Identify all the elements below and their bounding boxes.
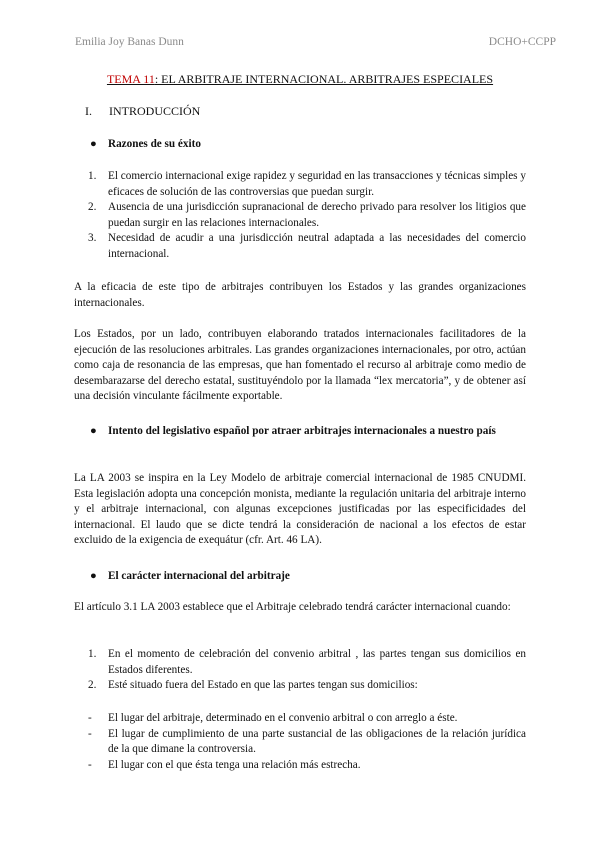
bullet-heading-text: El carácter internacional del arbitraje (108, 570, 290, 582)
paragraph: Los Estados, por un lado, contribuyen elaborando tratados internacionales facilitadores de la ejecución de las resoluciones arbitrales. Las grandes organizaciones internacionales, por otro, actúan como caja de resonancia de las empresas, que han fomentado el recurso al arbitraje como medio de desembarazarse del derecho estatal, sustituyéndolo por la llamada “lex mercatoria”, y de obtener así una decisión vinculante fácilmente exportable. (74, 328, 526, 403)
section-number: I. (85, 104, 92, 118)
paragraph: A la eficacia de este tipo de arbitrajes contribuyen los Estados y las grandes organizaciones internacionales. (74, 281, 526, 309)
bullet-heading-caracter (90, 569, 526, 585)
bullet-icon: ● (90, 570, 97, 582)
section-title: INTRODUCCIÓN (109, 104, 201, 118)
list-item: - El lugar con el que ésta tenga una relación más estrecha. (88, 758, 361, 771)
list-item: 1. El comercio internacional exige rapidez y seguridad en las transacciones y técnicas simples y eficaces de solución de las controversias que puedan surgir. (88, 170, 526, 198)
places-list (88, 711, 526, 773)
conditions-list (88, 647, 526, 694)
section-heading (85, 104, 200, 119)
bullet-icon: ● (90, 138, 97, 150)
list-item: - El lugar del arbitraje, determinado en el convenio arbitral o con arreglo a éste. (88, 712, 458, 724)
header-author: Emilia Joy Banas Dunn (75, 36, 184, 48)
list-item: 3. Necesidad de acudir a una jurisdicción neutral adaptada a las necesidades del comercio internacional. (88, 232, 526, 260)
list-item: - El lugar de cumplimiento de una parte sustancial de las obligaciones de la relación jurídica de la que dimane la controversia. (88, 727, 526, 756)
paragraph: El artículo 3.1 LA 2003 establece que el Arbitraje celebrado tendrá carácter internacional cuando: (74, 601, 511, 613)
bullet-heading-legislativo (90, 424, 526, 440)
reasons-list (88, 169, 526, 263)
header-course: DCHO+CCPP (488, 36, 556, 48)
bullet-icon: ● (90, 425, 97, 437)
paragraph: La LA 2003 se inspira en la Ley Modelo de arbitraje comercial internacional de 1985 CNUDMI. Esta legislación adopta una concepción monista, mediante la regulación unitaria del arbitraje interno y el arbitraje internacional, con algunas excepciones justificadas por las especificidades del internacional. El laudo que se dicte tendrá la consideración de nacional a los efectos de estar excluido de la exigencia de exequátur (cfr. Art. 46 LA). (74, 472, 526, 547)
list-item: 1. En el momento de celebración del convenio arbitral , las partes tengan sus domicilios en Estados diferentes. (88, 648, 526, 676)
page-title (0, 72, 600, 87)
title-text: : EL ARBITRAJE INTERNACIONAL. ARBITRAJES ESPECIALES (154, 72, 494, 86)
bullet-heading-text: Intento del legislativo español por atraer arbitrajes internacionales a nuestro país (108, 425, 496, 437)
title-label: TEMA 11 (106, 72, 155, 86)
bullet-heading-razones (90, 137, 526, 153)
list-item: 2. Ausencia de una jurisdicción supranacional de derecho privado para resolver los litigios que puedan surgir en las relaciones internacionales. (88, 201, 526, 229)
list-item: 2. Esté situado fuera del Estado en que las partes tengan sus domicilios: (88, 679, 418, 692)
bullet-heading-text: Razones de su éxito (108, 138, 201, 150)
